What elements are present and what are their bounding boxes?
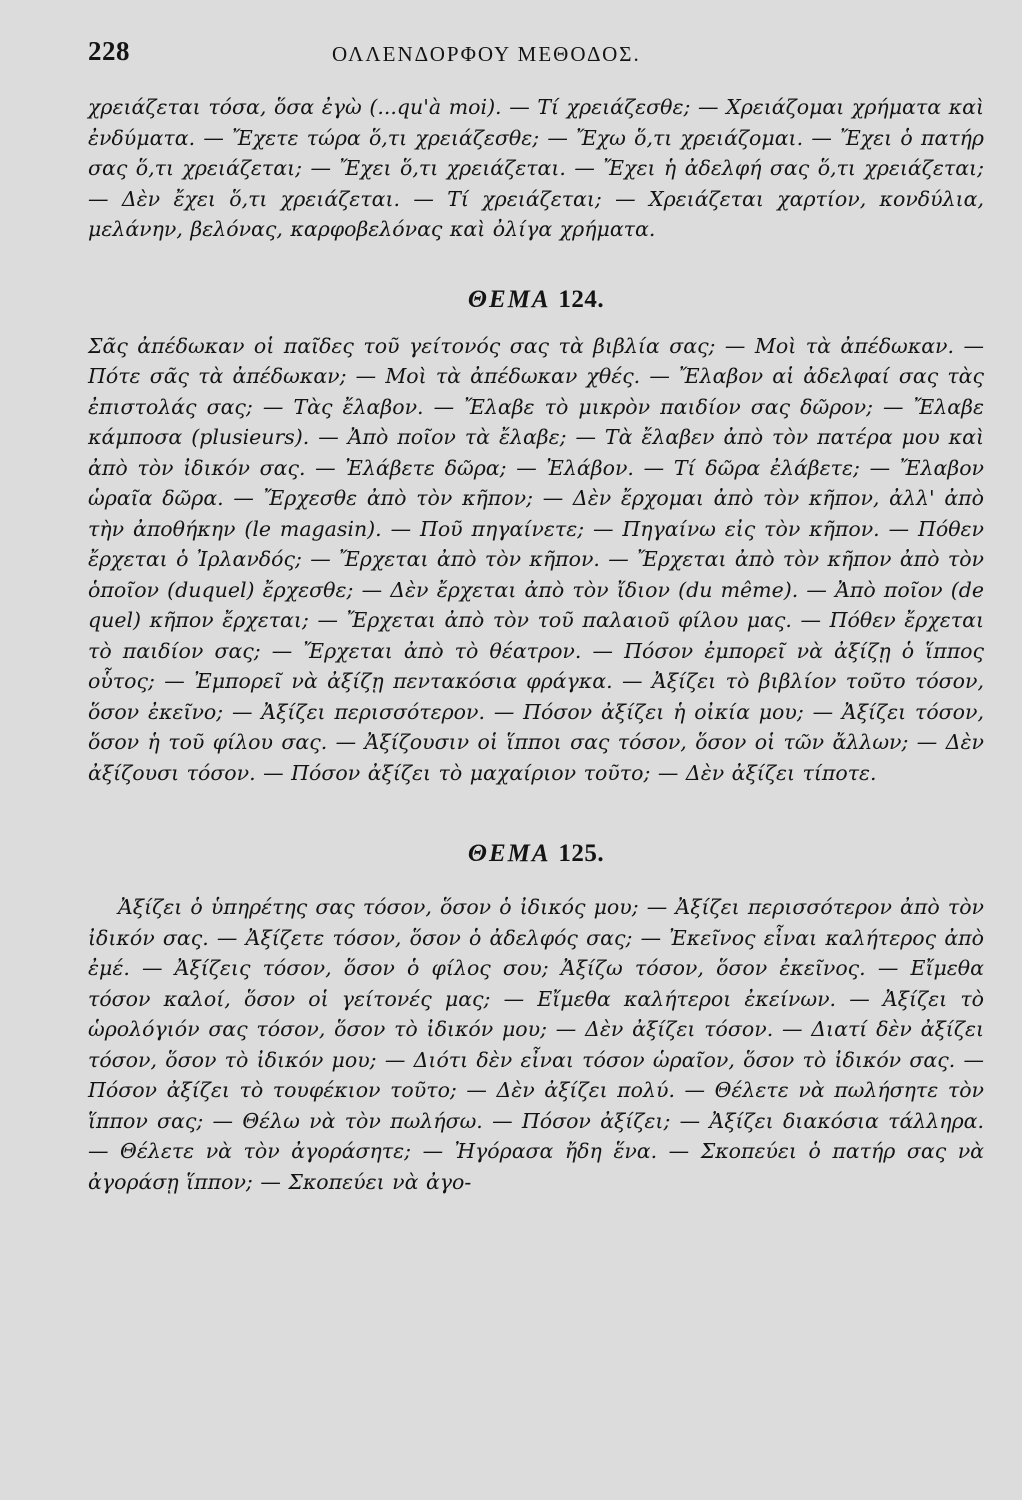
page-header — [88, 36, 988, 76]
page-number: 228 — [88, 36, 130, 66]
paragraph-exercise-125: Ἀξίζει ὁ ὑπηρέτης σας τόσον, ὅσον ὁ ἰδικός μου; — Ἀξίζει περισσότερον ἀπὸ τὸν ἰδικόν σας. — Ἀξίζετε τόσον, ὅσον ὁ ἀδελφός σας; — Ἐκεῖνος εἶναι καλήτερος ἀπὸ ἐμέ. — Ἀξίζεις τόσον, ὅσον ὁ φίλος σου; Ἀξίζω τόσον, ὅσον ἐκεῖνος. — Εἴμεθα τόσον καλοί, ὅσον οἱ γείτονές μας; — Εἴμεθα καλήτεροι ἐκείνων. — Ἀξίζει τὸ ὡρολόγιόν σας τόσον, ὅσον τὸ ἰδικόν μου; — Δὲν ἀξίζει τόσον. — Διατί δὲν ἀξίζει τόσον, ὅσον τὸ ἰδικόν μου; — Διότι δὲν εἶναι τόσον ὡραῖον, ὅσον τὸ ἰδικόν σας. — Πόσον ἀξίζει τὸ τουφέκιον τοῦτο; — Δὲν ἀξίζει πολύ. — Θέλετε νὰ πωλήσητε τὸν ἵππον σας; — Θέλω νὰ τὸν πωλήσω. — Πόσον ἀξίζει; — Ἀξίζει διακόσια τάλληρα. — Θέλετε νὰ τὸν ἀγοράσητε; — Ἠγόρασα ἤδη ἕνα. — Σκοπεύει ὁ πατήρ σας νὰ ἀγοράσῃ ἵππον; — Σκοπεύει νὰ ἀγο- — [88, 895, 984, 1194]
paragraph-continuation: χρειάζεται τόσα, ὅσα ἐγὼ (...qu'à moi). — Τί χρειάζεσθε; — Χρειάζομαι χρήματα καὶ ἐνδύματα. — Ἔχετε τώρα ὅ,τι χρειάζεσθε; — Ἔχω ὅ,τι χρειάζομαι. — Ἔχει ὁ πατήρ σας ὅ,τι χρειάζεται; — Ἔχει ὅ,τι χρειάζεται. — Ἔχει ἡ ἀδελφή σας ὅ,τι χρειάζεται; — Δὲν ἔχει ὅ,τι χρειάζεται. — Τί χρειάζεται; — Χρειάζεται χαρτίον, κονδύλια, μελάνην, βελόνας, καρφοβελόνας καὶ ὀλίγα χρήματα. — [88, 95, 984, 241]
section-number: 124. — [558, 285, 605, 313]
section-label: ΘΕΜΑ — [467, 285, 550, 313]
page-body — [88, 92, 984, 1197]
running-title: ΟΛΛΕΝΔΟΡΦΟΥ ΜΕΘΟΔΟΣ. — [332, 42, 641, 66]
section-number: 125. — [558, 840, 605, 867]
section-heading-125 — [88, 826, 984, 882]
section-label: ΘΕΜΑ — [467, 840, 550, 867]
section-heading-124 — [88, 275, 984, 325]
paragraph-exercise-124: Σᾶς ἀπέδωκαν οἱ παῖδες τοῦ γείτονός σας τὰ βιβλία σας; — Μοὶ τὰ ἀπέδωκαν. — Πότε σᾶς τὰ ἀπέδωκαν; — Μοὶ τὰ ἀπέδωκαν χθές. — Ἔλαβον αἱ ἀδελφαί σας τὰς ἐπιστολάς σας; — Τὰς ἔλαβον. — Ἔλαβε τὸ μικρὸν παιδίον σας δῶρον; — Ἔλαβε κάμποσα (plusieurs). — Ἀπὸ ποῖον τὰ ἔλαβε; — Τὰ ἔλαβεν ἀπὸ τὸν πατέρα μου καὶ ἀπὸ τὸν ἰδικόν σας. — Ἐλάβετε δῶρα; — Ἐλάβον. — Τί δῶρα ἐλάβετε; — Ἔλαβον ὡραῖα δῶρα. — Ἔρχεσθε ἀπὸ τὸν κῆπον; — Δὲν ἔρχομαι ἀπὸ τὸν κῆπον, ἀλλ' ἀπὸ τὴν ἀποθήκην (le magasin). — Ποῦ πηγαίνετε; — Πηγαίνω εἰς τὸν κῆπον. — Πόθεν ἔρχεται ὁ Ἰρλανδός; — Ἔρχεται ἀπὸ τὸν κῆπον. — Ἔρχεται ἀπὸ τὸν κῆπον ἀπὸ τὸν ὁποῖον (duquel) ἔρχεσθε; — Δὲν ἔρχεται ἀπὸ τὸν ἴδιον (du même). — Ἀπὸ ποῖον (de quel) κῆπον ἔρχεται; — Ἔρχεται ἀπὸ τὸν τοῦ παλαιοῦ φίλου μας. — Πόθεν ἔρχεται τὸ παιδίον σας; — Ἔρχεται ἀπὸ τὸ θέατρον. — Πόσον ἐμπορεῖ νὰ ἀξίζῃ ὁ ἵππος οὗτος; — Ἐμπορεῖ νὰ ἀξίζῃ πεντακόσια φράγκα. — Ἀξίζει τὸ βιβλίον τοῦτο τόσον, ὅσον ἐκεῖνο; — Ἀξίζει περισσότερον. — Πόσον ἀξίζει ἡ οἰκία μου; — Ἀξίζει τόσον, ὅσον ἡ τοῦ φίλου σας. — Ἀξίζουσιν οἱ ἵπποι σας τόσον, ὅσον οἱ τῶν ἄλλων; — Δὲν ἀξίζουσι τόσον. — Πόσον ἀξίζει τὸ μαχαίριον τοῦτο; — Δὲν ἀξίζει τίποτε. — [88, 333, 984, 785]
